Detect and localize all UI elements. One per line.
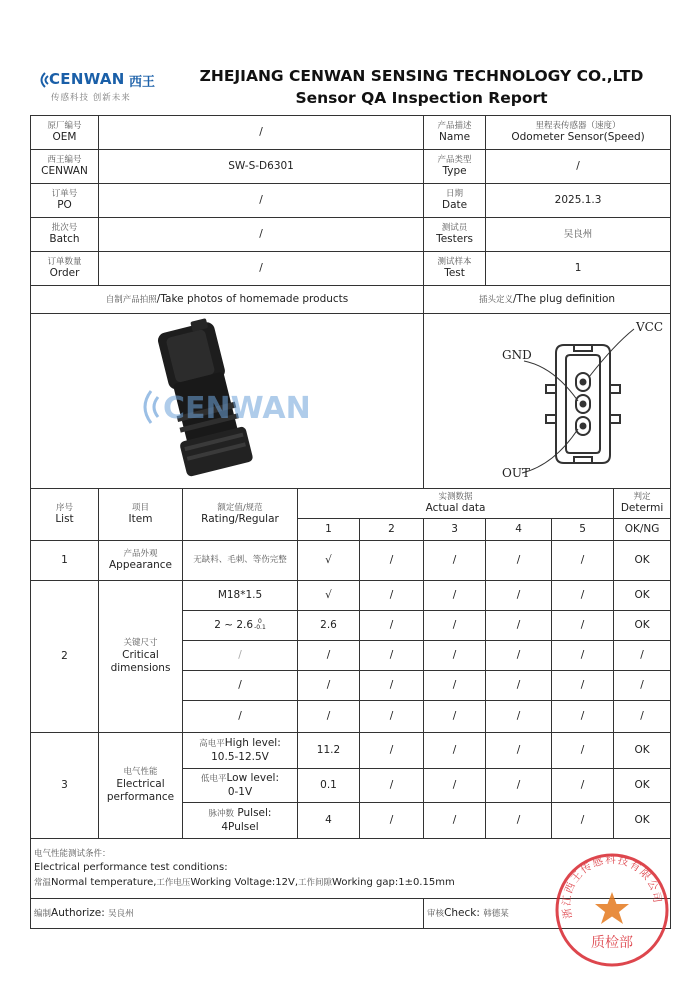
data-cell: 11.2 [298,733,360,769]
data-cell: / [424,733,486,769]
data-cell: / [424,541,486,581]
row-rating: / [183,701,298,733]
row-number: 3 [31,733,99,839]
product-photo-cell [31,314,424,489]
determination-cell: / [614,671,671,701]
row-item: 电气性能 Electrical performance [99,733,183,839]
type-label: 产品类型 Type [424,150,486,184]
testers-value: 吴良州 [486,218,671,252]
report-header [30,64,670,112]
data-cell: 0.1 [298,769,360,803]
col-item-header: 项目 Item [99,489,183,541]
col-num-4: 4 [486,519,552,541]
test-value: 1 [486,252,671,286]
photo-label-row [31,286,671,314]
data-cell: / [486,611,552,641]
sensor-photo [63,315,391,488]
col-actual-header: 实测数据 Actual data [298,489,614,519]
svg-text:CENWAN: CENWAN [163,390,311,426]
determination-cell: OK [614,803,671,839]
name-value: 里程表传感器（速度） Odometer Sensor(Speed) [486,116,671,150]
data-cell: / [486,803,552,839]
data-cell: / [360,733,424,769]
data-cell: / [552,701,614,733]
data-cell: / [298,641,360,671]
col-determine-header: 判定 Determi [614,489,671,519]
data-cell: / [360,541,424,581]
quality-inspection-stamp [554,852,670,968]
data-cell: / [424,611,486,641]
determination-cell: / [614,641,671,671]
col-rating-header: 额定值/规范 Rating/Regular [183,489,298,541]
batch-label: 批次号 Batch [31,218,99,252]
type-value: / [486,150,671,184]
date-value: 2025.1.3 [486,184,671,218]
star-icon [595,892,629,924]
logo-brand: CENWAN [49,70,125,88]
plug-diagram-cell [424,314,671,489]
row-item: 产品外观 Appearance [99,541,183,581]
data-cell: 4 [298,803,360,839]
photo-row [31,314,671,489]
company-logo [36,68,166,108]
data-cell: / [486,733,552,769]
row-rating: / [183,641,298,671]
col-num-5: 5 [552,519,614,541]
col-list-header: 序号 List [31,489,99,541]
data-cell: 2.6 [298,611,360,641]
data-cell: √ [298,581,360,611]
data-cell: / [424,641,486,671]
determination-cell: OK [614,733,671,769]
stamp-ring-text: 浙江西王传感科技有限公司 [560,854,664,920]
test-conditions: 电气性能测试条件： Electrical performance test conditions: 常温Normal temperature,工作电压Working Voltage:12V,工作间隙Working gap:1±0.15mm [31,839,671,899]
col-num-1: 1 [298,519,360,541]
name-label: 产品描述 Name [424,116,486,150]
determination-cell: OK [614,541,671,581]
col-num-3: 3 [424,519,486,541]
cenwan-label: 西王编号 CENWAN [31,150,99,184]
data-cell: / [360,611,424,641]
data-cell: / [486,641,552,671]
date-label: 日期 Date [424,184,486,218]
data-cell: / [424,581,486,611]
check-field: 审核Check: 韩德某 [424,899,671,929]
data-cell: / [424,671,486,701]
logo-slogan: 传感科技 创新未来 [51,93,131,103]
row-item: 关键尺寸 Critical dimensions [99,581,183,733]
row-number: 1 [31,541,99,581]
signal-waves-icon [36,71,50,89]
data-cell: / [424,769,486,803]
logo-brand-cn: 西王 [129,75,156,90]
test-label: 测试样本 Test [424,252,486,286]
data-cell: / [552,733,614,769]
data-cell: / [486,671,552,701]
batch-value: / [99,218,424,252]
report-title: Sensor QA Inspection Report [295,89,548,107]
data-cell: / [360,641,424,671]
plug-definition-label: 插头定义/The plug definition [424,286,671,314]
info-row [31,252,671,286]
data-cell: / [486,701,552,733]
table-row [31,541,671,581]
determination-cell: OK [614,611,671,641]
data-cell: / [298,701,360,733]
data-cell: / [552,581,614,611]
data-cell: / [360,701,424,733]
homemade-photo-label: 自制产品拍照/Take photos of homemade products [31,286,424,314]
info-row [31,116,671,150]
col-oknng: OK/NG [614,519,671,541]
row-rating: M18*1.5 [183,581,298,611]
col-num-2: 2 [360,519,424,541]
cenwan-watermark [145,391,311,426]
data-cell: / [552,641,614,671]
order-value: / [99,252,424,286]
data-cell: / [486,769,552,803]
data-cell: / [552,671,614,701]
pin-label-gnd: GND [502,347,532,362]
row-rating: 2 ~ 2.6 0 -0.1 [183,611,298,641]
table-row [31,733,671,769]
data-cell: / [552,769,614,803]
stamp-center-text: 质检部 [591,935,633,951]
plug-diagram [424,315,700,488]
column-header-row [31,489,671,519]
row-number: 2 [31,581,99,733]
row-rating: 无缺料、毛刺、等伤完整 [183,541,298,581]
table-row [31,581,671,611]
data-cell: / [486,581,552,611]
authorize-field: 编制Authorize: 吴良州 [31,899,424,929]
inspection-table [30,115,671,929]
info-row [31,184,671,218]
po-label: 订单号 PO [31,184,99,218]
data-cell: / [360,671,424,701]
data-cell: / [360,581,424,611]
oem-value: / [99,116,424,150]
pin-label-vcc: VCC [636,319,664,334]
data-cell: / [360,803,424,839]
row-rating: 高电平High level: 10.5-12.5V [183,733,298,769]
determination-cell: OK [614,581,671,611]
row-rating: / [183,671,298,701]
data-cell: / [424,701,486,733]
data-cell: / [424,803,486,839]
row-rating: 脉冲数 Pulsel: 4Pulsel [183,803,298,839]
data-cell: / [552,803,614,839]
order-label: 订单数量 Order [31,252,99,286]
data-cell: / [486,541,552,581]
info-row [31,150,671,184]
company-name: ZHEJIANG CENWAN SENSING TECHNOLOGY CO.,LTD [199,67,644,85]
oem-label: 原厂编号 OEM [31,116,99,150]
determination-cell: OK [614,769,671,803]
pin-label-out: OUT [502,465,531,480]
data-cell: √ [298,541,360,581]
data-cell: / [552,541,614,581]
determination-cell: / [614,701,671,733]
cenwan-value: SW-S-D6301 [99,150,424,184]
data-cell: / [360,769,424,803]
testers-label: 测试员 Testers [424,218,486,252]
info-row [31,218,671,252]
row-rating: 低电平Low level: 0-1V [183,769,298,803]
po-value: / [99,184,424,218]
data-cell: / [552,611,614,641]
data-cell: / [298,671,360,701]
